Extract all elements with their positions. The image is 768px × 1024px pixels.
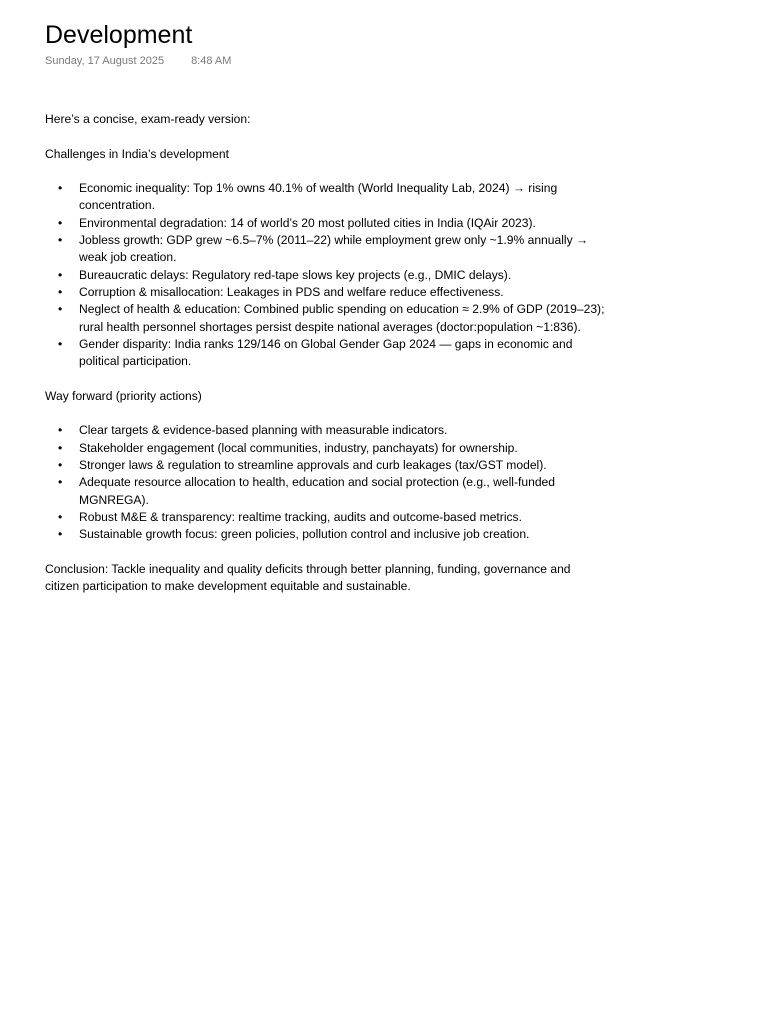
action-item: • Clear targets & evidence-based planning with measurable indicators. bbox=[45, 422, 605, 439]
challenge-item: • Bureaucratic delays: Regulatory red-tape slows key projects (e.g., DMIC delays). bbox=[45, 267, 605, 284]
spacer bbox=[45, 370, 605, 387]
challenge-item: • Economic inequality: Top 1% owns 40.1% of wealth (World Inequality Lab, 2024) → rising concentration. bbox=[45, 180, 605, 215]
page-title[interactable]: Development bbox=[45, 21, 193, 49]
action-item: • Stakeholder engagement (local communities, industry, panchayats) for ownership. bbox=[45, 440, 605, 457]
spacer bbox=[45, 543, 605, 560]
challenge-item: • Corruption & misallocation: Leakages in PDS and welfare reduce effectiveness. bbox=[45, 284, 605, 301]
challenge-item: • Jobless growth: GDP grew ~6.5–7% (2011–22) while employment grew only ~1.9% annually → weak job creation. bbox=[45, 232, 605, 267]
intro-text: Here’s a concise, exam-ready version: bbox=[45, 112, 251, 126]
action-item: • Sustainable growth focus: green policies, pollution control and inclusive job creation. bbox=[45, 526, 605, 543]
action-item: • Robust M&E & transparency: realtime tracking, audits and outcome-based metrics. bbox=[45, 509, 605, 526]
challenges-heading: Challenges in India’s development bbox=[45, 146, 229, 161]
page-time: 8:48 AM bbox=[191, 55, 232, 67]
way-forward-list bbox=[45, 422, 605, 543]
conclusion-text: Conclusion: Tackle inequality and quality deficits through better planning, funding, governance and citizen participation to make development equitable and sustainable. bbox=[45, 561, 571, 594]
challenge-item: • Gender disparity: India ranks 129/146 on Global Gender Gap 2024 — gaps in economic and political participation. bbox=[45, 336, 605, 371]
action-item: • Adequate resource allocation to health, education and social protection (e.g., well-funded MGNREGA). bbox=[45, 474, 605, 509]
note-body[interactable] bbox=[45, 111, 605, 595]
challenges-list bbox=[45, 180, 605, 370]
spacer bbox=[45, 128, 605, 145]
spacer bbox=[45, 405, 605, 422]
action-item: • Stronger laws & regulation to streamline approvals and curb leakages (tax/GST model). bbox=[45, 457, 605, 474]
spacer bbox=[45, 163, 605, 180]
challenge-item: • Environmental degradation: 14 of world’s 20 most polluted cities in India (IQAir 2023). bbox=[45, 215, 605, 232]
page-date: Sunday, 17 August 2025 bbox=[45, 55, 165, 67]
page-timestamp bbox=[45, 54, 231, 68]
way-forward-heading: Way forward (priority actions) bbox=[45, 388, 202, 403]
challenge-item: • Neglect of health & education: Combined public spending on education ≈ 2.9% of GDP (2019–23); rural health personnel shortages persist despite national averages (doctor:population ~1:836). bbox=[45, 301, 605, 336]
